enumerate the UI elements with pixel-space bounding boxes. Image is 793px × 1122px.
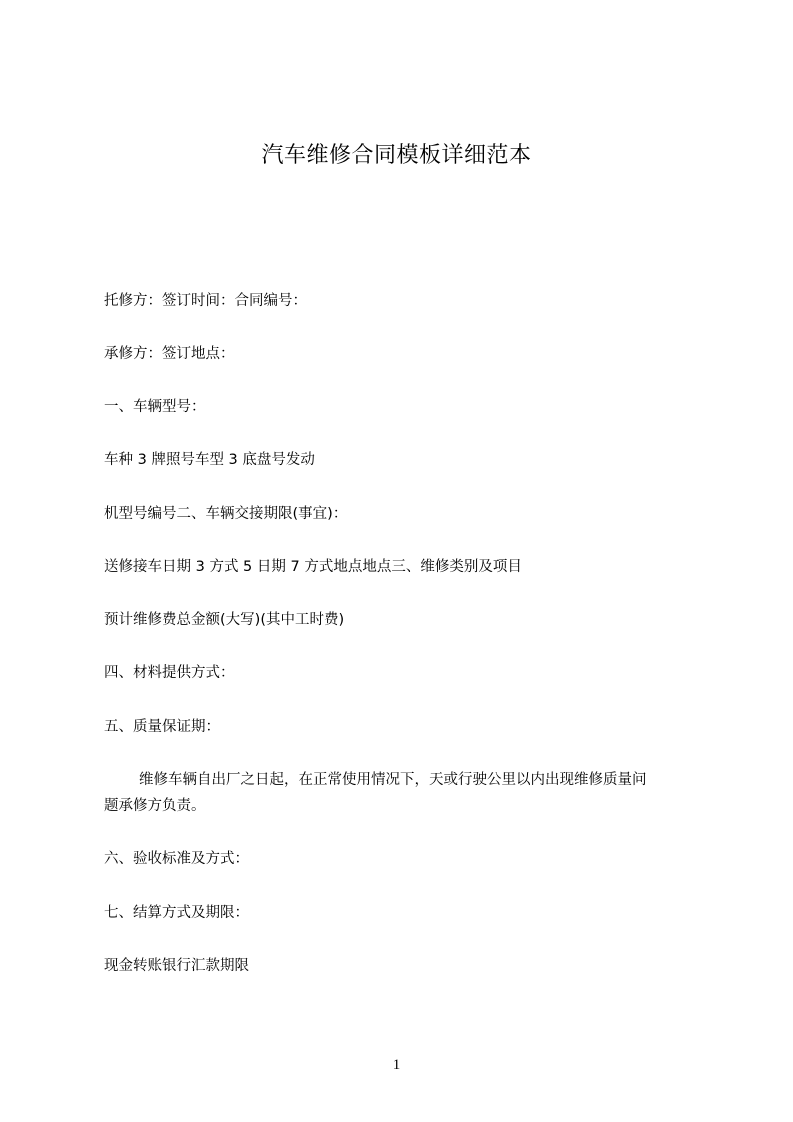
paragraph-delivery-repair-type <box>104 554 704 580</box>
paragraph-text: 预计维修费总金额(大写)(其中工时费) <box>104 612 345 628</box>
section-materials <box>104 660 704 686</box>
paragraph-engine-handover <box>104 501 704 527</box>
page-number: 1 <box>392 1057 401 1073</box>
section-heading: 四、材料提供方式： <box>104 665 235 681</box>
paragraph-line: 题承修方负责。 <box>104 798 206 814</box>
paragraph-warranty-text <box>104 767 704 819</box>
paragraph-estimated-cost <box>104 607 704 633</box>
paragraph-text: 托修方：签订时间：合同编号： <box>104 293 307 309</box>
section-heading: 六、验收标准及方式： <box>104 851 249 867</box>
paragraph-text: 机型号编号二、车辆交接期限(事宜)： <box>104 506 348 522</box>
paragraph-text: 现金转账银行汇款期限 <box>104 958 249 974</box>
paragraph-text: 车种 3 牌照号车型 3 底盘号发动 <box>104 452 315 468</box>
paragraph-parties-contractor <box>104 341 704 367</box>
section-heading: 五、质量保证期： <box>104 719 220 735</box>
section-heading: 一、车辆型号： <box>104 399 206 415</box>
section-warranty <box>104 714 704 740</box>
paragraph-vehicle-info <box>104 447 704 473</box>
paragraph-payment-methods <box>104 953 704 979</box>
paragraph-text: 送修接车日期 3 方式 5 日期 7 方式地点地点三、维修类别及项目 <box>104 559 522 575</box>
section-heading: 七、结算方式及期限： <box>104 905 249 921</box>
section-settlement <box>104 900 704 926</box>
paragraph-text: 承修方：签订地点： <box>104 346 235 362</box>
section-acceptance <box>104 846 704 872</box>
paragraph-line: 维修车辆自出厂之日起，在正常使用情况下，天或行驶公里以内出现维修质量问 <box>139 772 647 788</box>
document-title: 汽车维修合同模板详细范本 <box>261 143 532 168</box>
section-vehicle-model <box>104 394 704 420</box>
paragraph-parties-client <box>104 288 704 314</box>
